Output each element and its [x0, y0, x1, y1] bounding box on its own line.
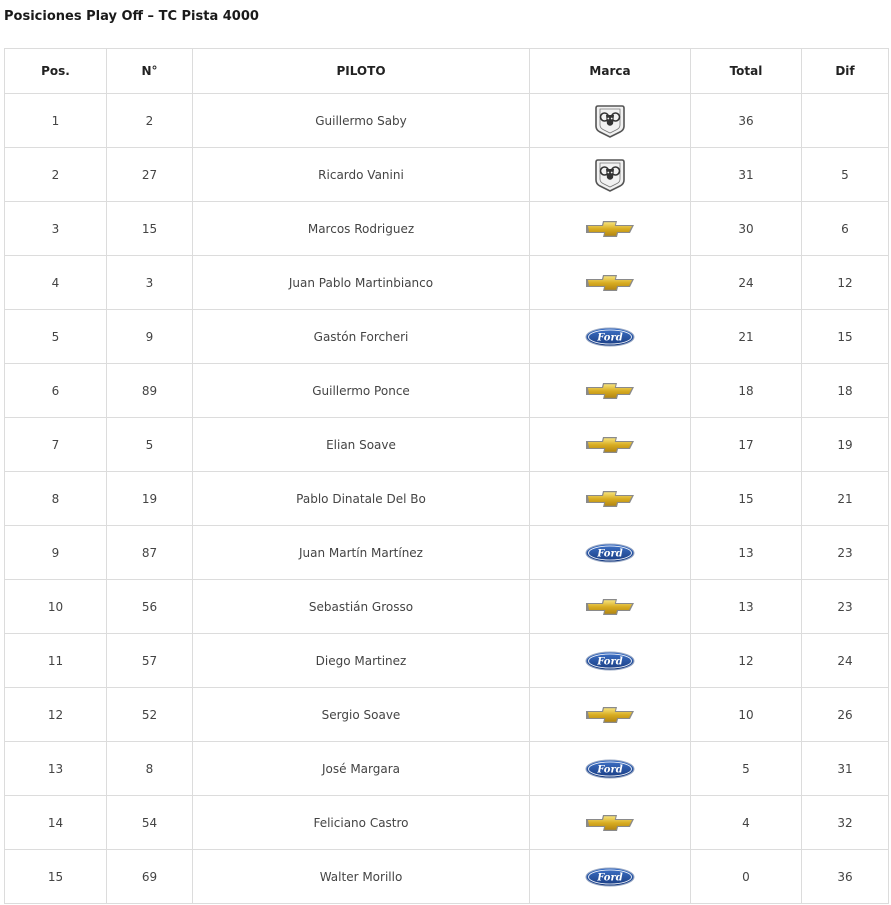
header-pos: Pos. — [5, 49, 107, 94]
cell-brand — [530, 418, 691, 472]
cell-num: 2 — [107, 94, 193, 148]
table-row — [5, 310, 889, 364]
cell-num: 27 — [107, 148, 193, 202]
table-row — [5, 526, 889, 580]
ford-logo-icon — [585, 867, 635, 887]
cell-driver: Feliciano Castro — [193, 796, 530, 850]
cell-dif: 19 — [802, 418, 889, 472]
cell-dif: 23 — [802, 526, 889, 580]
chevrolet-bowtie-icon — [584, 435, 636, 455]
cell-dif: 24 — [802, 634, 889, 688]
cell-brand — [530, 472, 691, 526]
page-title: Posiciones Play Off – TC Pista 4000 — [4, 9, 259, 24]
cell-num: 89 — [107, 364, 193, 418]
ford-logo-icon — [585, 651, 635, 671]
cell-pos: 7 — [5, 418, 107, 472]
cell-total: 36 — [691, 94, 802, 148]
cell-brand — [530, 94, 691, 148]
cell-brand — [530, 634, 691, 688]
cell-driver: Pablo Dinatale Del Bo — [193, 472, 530, 526]
table-row — [5, 418, 889, 472]
cell-driver: Ricardo Vanini — [193, 148, 530, 202]
cell-dif: 31 — [802, 742, 889, 796]
cell-driver: Sergio Soave — [193, 688, 530, 742]
cell-total: 5 — [691, 742, 802, 796]
dodge-ram-icon — [595, 158, 625, 192]
cell-driver: Guillermo Ponce — [193, 364, 530, 418]
cell-brand — [530, 796, 691, 850]
svg-text:Ford: Ford — [597, 764, 623, 775]
cell-pos: 15 — [5, 850, 107, 904]
cell-brand — [530, 256, 691, 310]
cell-pos: 12 — [5, 688, 107, 742]
cell-num: 8 — [107, 742, 193, 796]
cell-num: 57 — [107, 634, 193, 688]
chevrolet-bowtie-icon — [584, 705, 636, 725]
cell-dif: 23 — [802, 580, 889, 634]
cell-driver: Walter Morillo — [193, 850, 530, 904]
cell-pos: 4 — [5, 256, 107, 310]
cell-brand — [530, 688, 691, 742]
cell-total: 24 — [691, 256, 802, 310]
cell-total: 15 — [691, 472, 802, 526]
cell-pos: 10 — [5, 580, 107, 634]
header-num: N° — [107, 49, 193, 94]
cell-driver: Elian Soave — [193, 418, 530, 472]
svg-text:Ford: Ford — [597, 548, 623, 559]
chevrolet-bowtie-icon — [584, 597, 636, 617]
ford-logo-icon — [585, 327, 635, 347]
cell-dif: 36 — [802, 850, 889, 904]
cell-total: 10 — [691, 688, 802, 742]
table-header — [5, 49, 889, 94]
table-row — [5, 796, 889, 850]
table-row — [5, 472, 889, 526]
header-brand: Marca — [530, 49, 691, 94]
cell-pos: 3 — [5, 202, 107, 256]
cell-total: 18 — [691, 364, 802, 418]
cell-brand — [530, 742, 691, 796]
standings-table — [4, 48, 889, 904]
cell-driver: Sebastián Grosso — [193, 580, 530, 634]
cell-pos: 9 — [5, 526, 107, 580]
cell-num: 19 — [107, 472, 193, 526]
cell-brand — [530, 850, 691, 904]
cell-num: 15 — [107, 202, 193, 256]
table-row — [5, 364, 889, 418]
cell-brand — [530, 148, 691, 202]
chevrolet-bowtie-icon — [584, 219, 636, 239]
table-body — [5, 94, 889, 904]
table-row — [5, 634, 889, 688]
table-row — [5, 580, 889, 634]
table-row — [5, 94, 889, 148]
cell-num: 9 — [107, 310, 193, 364]
cell-pos: 6 — [5, 364, 107, 418]
cell-dif: 26 — [802, 688, 889, 742]
header-total: Total — [691, 49, 802, 94]
cell-driver: Guillermo Saby — [193, 94, 530, 148]
cell-num: 69 — [107, 850, 193, 904]
table-row — [5, 742, 889, 796]
cell-dif: 18 — [802, 364, 889, 418]
header-row — [5, 49, 889, 94]
cell-driver: José Margara — [193, 742, 530, 796]
cell-total: 21 — [691, 310, 802, 364]
table-row — [5, 202, 889, 256]
table-row — [5, 256, 889, 310]
cell-total: 0 — [691, 850, 802, 904]
cell-pos: 5 — [5, 310, 107, 364]
chevrolet-bowtie-icon — [584, 273, 636, 293]
cell-brand — [530, 310, 691, 364]
cell-total: 4 — [691, 796, 802, 850]
cell-total: 13 — [691, 580, 802, 634]
cell-driver: Juan Martín Martínez — [193, 526, 530, 580]
svg-text:Ford: Ford — [597, 332, 623, 343]
cell-total: 17 — [691, 418, 802, 472]
cell-num: 5 — [107, 418, 193, 472]
cell-total: 30 — [691, 202, 802, 256]
ford-logo-icon — [585, 759, 635, 779]
cell-driver: Diego Martinez — [193, 634, 530, 688]
svg-text:Ford: Ford — [597, 872, 623, 883]
header-dif: Dif — [802, 49, 889, 94]
cell-dif: 32 — [802, 796, 889, 850]
cell-num: 52 — [107, 688, 193, 742]
dodge-ram-icon — [595, 104, 625, 138]
table-row — [5, 850, 889, 904]
cell-num: 54 — [107, 796, 193, 850]
cell-driver: Juan Pablo Martinbianco — [193, 256, 530, 310]
cell-num: 56 — [107, 580, 193, 634]
cell-driver: Gastón Forcheri — [193, 310, 530, 364]
chevrolet-bowtie-icon — [584, 381, 636, 401]
cell-dif: 12 — [802, 256, 889, 310]
cell-pos: 14 — [5, 796, 107, 850]
cell-dif: 5 — [802, 148, 889, 202]
cell-pos: 8 — [5, 472, 107, 526]
cell-dif — [802, 94, 889, 148]
table-row — [5, 148, 889, 202]
chevrolet-bowtie-icon — [584, 813, 636, 833]
cell-pos: 11 — [5, 634, 107, 688]
cell-brand — [530, 526, 691, 580]
cell-dif: 21 — [802, 472, 889, 526]
ford-logo-icon — [585, 543, 635, 563]
svg-text:Ford: Ford — [597, 656, 623, 667]
cell-num: 87 — [107, 526, 193, 580]
cell-total: 13 — [691, 526, 802, 580]
table-row — [5, 688, 889, 742]
chevrolet-bowtie-icon — [584, 489, 636, 509]
cell-dif: 15 — [802, 310, 889, 364]
cell-pos: 2 — [5, 148, 107, 202]
cell-brand — [530, 580, 691, 634]
cell-total: 31 — [691, 148, 802, 202]
cell-pos: 1 — [5, 94, 107, 148]
cell-dif: 6 — [802, 202, 889, 256]
cell-driver: Marcos Rodriguez — [193, 202, 530, 256]
cell-num: 3 — [107, 256, 193, 310]
cell-pos: 13 — [5, 742, 107, 796]
cell-brand — [530, 364, 691, 418]
header-driver: PILOTO — [193, 49, 530, 94]
cell-total: 12 — [691, 634, 802, 688]
cell-brand — [530, 202, 691, 256]
